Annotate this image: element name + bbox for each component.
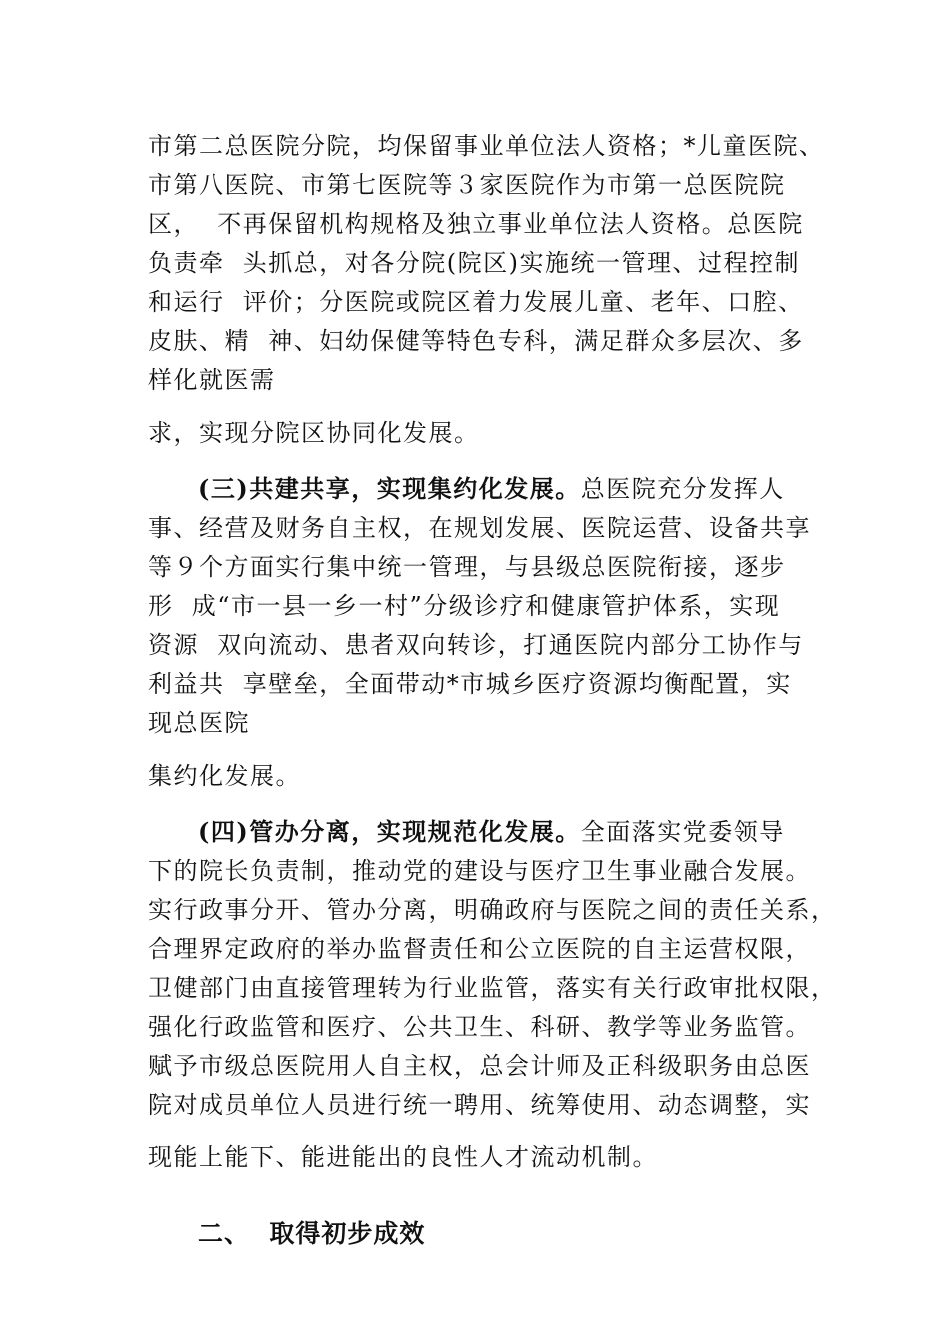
paragraph-line: 求，实现分院区协同化发展。 — [148, 419, 480, 447]
paragraph-line: 实行政事分开、管办分离，明确政府与医院之间的责任关系， — [148, 896, 837, 924]
paragraph-line: 皮肤、精 神、妇幼保健等特色专科，满足群众多层次、多 — [148, 327, 804, 355]
section-four-title: (四)管办分离，实现规范化发展。 — [198, 817, 581, 846]
paragraph-line: 利益共 享壁垒，全面带动*市城乡医疗资源均衡配置，实 — [148, 670, 792, 698]
paragraph-line: 赋予市级总医院用人自主权，总会计师及正科级职务由总医 — [148, 1052, 811, 1080]
paragraph-line: 负责牵 头抓总，对各分院(院区)实施统一管理、过程控制 — [148, 249, 800, 277]
paragraph-line: 事、经营及财务自主权，在规划发展、医院运营、设备共享 — [148, 514, 811, 542]
section-three-title: (三)共建共享，实现集约化发展。 — [198, 474, 581, 503]
section-four-first-line — [198, 817, 785, 847]
section-three-first-line-text: 总医院充分发挥人 — [580, 475, 785, 503]
section-three-first-line — [198, 474, 785, 504]
paragraph-line: 样化就医需 — [148, 366, 276, 394]
paragraph-line: 区， 不再保留机构规格及独立事业单位法人资格。总医院 — [148, 210, 804, 238]
paragraph-line: 强化行政监管和医疗、公共卫生、科研、教学等业务监管。 — [148, 1013, 811, 1041]
paragraph-line: 现能上能下、能进能出的良性人才流动机制。 — [148, 1143, 658, 1171]
section-heading: 二、 取得初步成效 — [198, 1219, 426, 1248]
paragraph-line: 形 成“市一县一乡一村”分级诊疗和健康管护体系，实现 — [148, 592, 781, 620]
paragraph-line: 资源 双向流动、患者双向转诊，打通医院内部分工协作与 — [148, 631, 804, 659]
paragraph-line: 市第八医院、市第七医院等３家医院作为市第一总医院院 — [148, 171, 786, 199]
paragraph-line: 现总医院 — [148, 709, 250, 737]
paragraph-line: 卫健部门由直接管理转为行业监管，落实有关行政审批权限， — [148, 974, 837, 1002]
paragraph-line: 院对成员单位人员进行统一聘用、统筹使用、动态调整，实 — [148, 1091, 811, 1119]
paragraph-line: 下的院长负责制，推动党的建设与医疗卫生事业融合发展。 — [148, 857, 811, 885]
paragraph-line: 集约化发展。 — [148, 762, 301, 790]
paragraph-line: 等９个方面实行集中统一管理，与县级总医院衔接，逐步 — [148, 553, 786, 581]
paragraph-line: 合理界定政府的举办监督责任和公立医院的自主运营权限， — [148, 935, 811, 963]
paragraph-line: 市第二总医院分院，均保留事业单位法人资格；*儿童医院、 — [148, 132, 825, 160]
section-four-first-line-text: 全面落实党委领导 — [580, 818, 785, 846]
paragraph-line: 和运行 评价；分医院或院区着力发展儿童、老年、口腔、 — [148, 288, 804, 316]
